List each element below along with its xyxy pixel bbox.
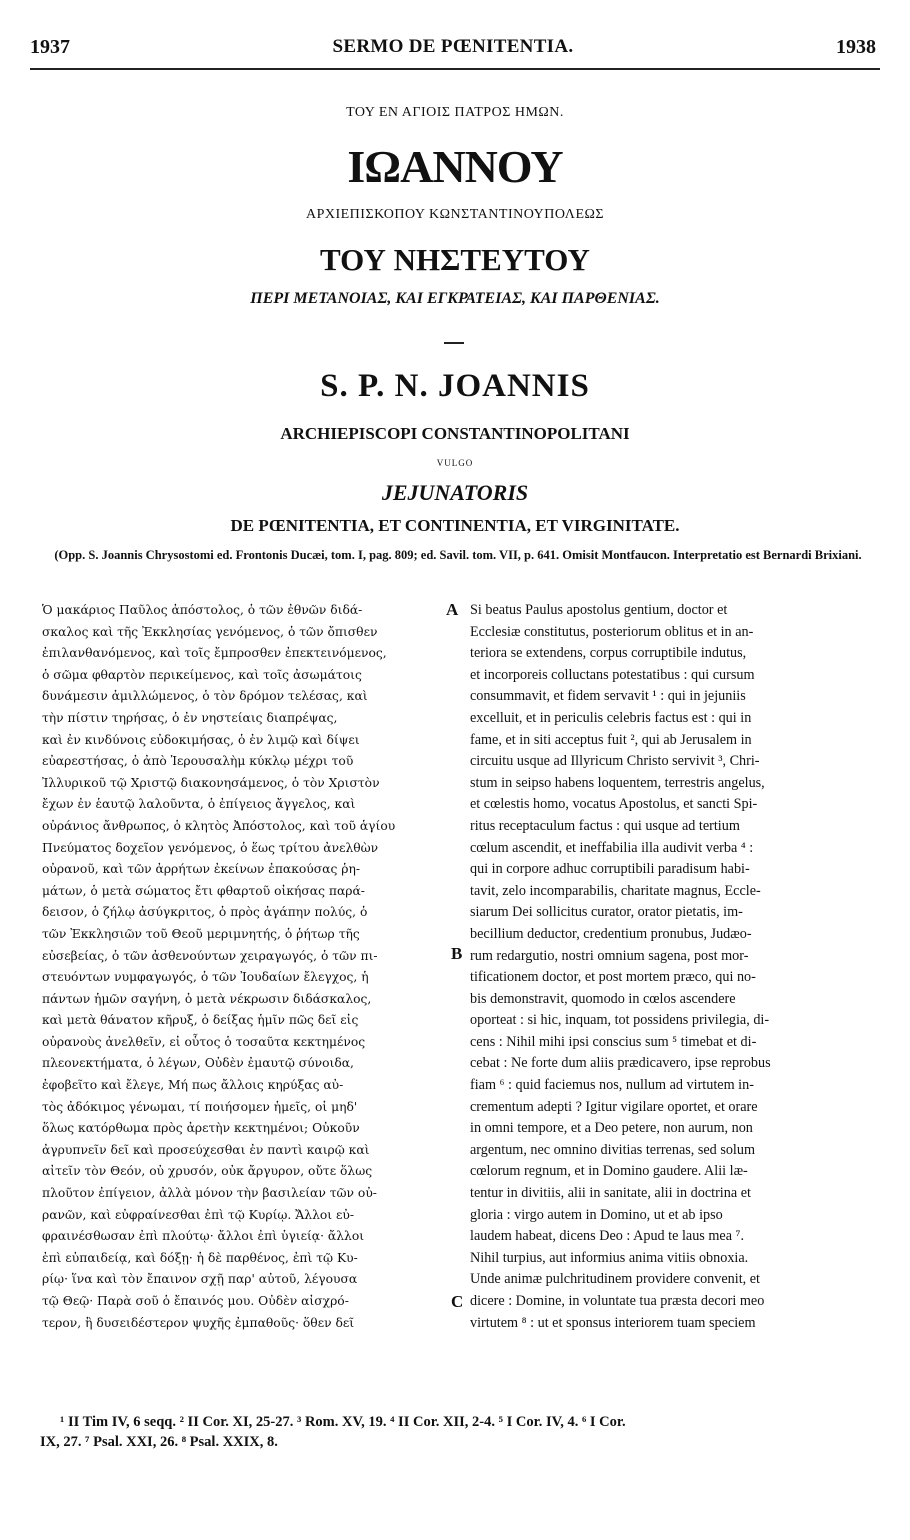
greek-text-line: Ὁ μακάριος Παῦλος ἀπόστολος, ὁ τῶν ἐθνῶν διδά- bbox=[42, 603, 363, 617]
greek-text-line: τὴν πίστιν τηρήσας, ὁ ἐν νηστείαις διαπρέψας, bbox=[42, 710, 338, 725]
latin-text-column bbox=[470, 600, 880, 1415]
greek-text-line: καὶ μετὰ θάνατον κῆρυξ, ὁ δείξας ἡμῖν πῶς δεῖ εἰς bbox=[42, 1013, 359, 1028]
latin-heading-subtitle: DE PŒNITENTIA, ET CONTINENTIA, ET VIRGINITATE. bbox=[230, 516, 680, 535]
latin-text-line: tentur in divitiis, alii in sanitate, alii in doctrina et bbox=[470, 1185, 751, 1202]
footnotes bbox=[40, 1412, 880, 1452]
latin-text-line: et cœlestis homo, vocatus Apostolus, et sancti Spi- bbox=[470, 796, 758, 813]
page-number-right: 1938 bbox=[836, 36, 876, 58]
latin-text-line: becillium deductor, credentium pronubus, Judæo- bbox=[470, 925, 752, 942]
latin-text-line: rum redargutio, nostri omnium sagena, post mor- bbox=[470, 947, 749, 964]
greek-text-line: τὸς ἀδόκιμος γένωμαι, τί ποιήσομεν ἡμεῖς, οἱ μηδ' bbox=[42, 1099, 358, 1114]
header-rule bbox=[30, 68, 880, 70]
latin-text-line: oporteat : si hic, inquam, tot possidens privilegia, di- bbox=[470, 1012, 770, 1029]
greek-text-line: ρίῳ· ἵνα καὶ τὸν ἔπαινον σχῇ παρ' αὐτοῦ, λέγουσα bbox=[42, 1272, 358, 1287]
greek-text-column bbox=[42, 600, 442, 1415]
greek-text-line: Ἰλλυρικοῦ τῷ Χριστῷ διακονησάμενος, ὁ τὸν Χριστὸν bbox=[42, 775, 380, 790]
greek-text-line: ἐπὶ εὐπαιδείᾳ, καὶ δόξῃ· ἡ δὲ παρθένος, ἐπὶ τῷ Κυ- bbox=[42, 1250, 358, 1265]
latin-text-line: fame, et in siti acceptus fuit ², qui ab Jerusalem in bbox=[470, 731, 752, 748]
latin-text-line: tavit, zelo incomparabilis, charitate magnus, Eccle- bbox=[470, 882, 761, 899]
greek-heading-line1: ΤΟΥ ΕΝ ΑΓΙΟΙΣ ΠΑΤΡΟΣ ΗΜΩΝ. bbox=[346, 105, 564, 120]
greek-text-line: τερον, ἢ δυσειδέστερον ψυχῆς ἐμπαθοῦς· ὅθεν δεῖ bbox=[42, 1315, 355, 1330]
latin-text-line: circuitu usque ad Illyricum Christo servivit ³, Chri- bbox=[470, 753, 760, 770]
greek-text-line: καὶ ἐν κινδύνοις εὐδοκιμήσας, ὁ ἐν λιμῷ καὶ δίψει bbox=[42, 732, 360, 747]
greek-text-line: φραινέσθωσαν ἐπὶ πλούτῳ· ἄλλοι ἐπὶ ὑγιείᾳ· ἄλλοι bbox=[42, 1229, 365, 1244]
latin-text-line: Unde animæ pulchritudinem providere convenit, et bbox=[470, 1271, 760, 1288]
greek-text-line: τῶν Ἐκκλησιῶν τοῦ Θεοῦ μεριμνητής, ὁ ῥήτωρ τῆς bbox=[42, 926, 360, 941]
latin-text-line: stum in seipso habens loquentem, terrestris angelus, bbox=[470, 774, 765, 791]
latin-text-line: Si beatus Paulus apostolus gentium, doctor et bbox=[470, 602, 728, 618]
greek-text-line: τῷ Θεῷ· Παρὰ σοῦ ὁ ἔπαινός μου. Οὐδὲν αἰσχρό- bbox=[42, 1294, 349, 1308]
latin-text-line: bis demonstravit, quomodo in cœlos ascendere bbox=[470, 990, 736, 1007]
greek-heading-subtitle: ΠΕΡΙ ΜΕΤΑΝΟΙΑΣ, ΚΑΙ ΕΓΚΡΑΤΕΙΑΣ, ΚΑΙ ΠΑΡΘΕΝΙΑΣ. bbox=[250, 290, 660, 307]
latin-text-line: qui in corpore adhuc corruptibili paradisum habi- bbox=[470, 861, 750, 878]
greek-text-line: σκαλος καὶ τῆς Ἐκκλησίας γενόμενος, ὁ τῶν ὄπισθεν bbox=[42, 624, 378, 639]
greek-text-line: οὐράνιος ἄνθρωπος, ὁ κλητὸς Ἀπόστολος, καὶ τοῦ ἁγίου bbox=[42, 818, 396, 833]
greek-text-line: ἔχων ἐν ἑαυτῷ λαλοῦντα, ὁ ἐπίγειος ἄγγελος, καὶ bbox=[42, 797, 356, 812]
greek-text-line: οὐρανοὺς ἀνελθεῖν, εἰ οὗτος ὁ τοσαῦτα κεκτημένος bbox=[42, 1034, 366, 1049]
greek-text-line: εὐσεβείας, ὁ τῶν ἀσθενούντων χειραγωγός, ὁ τῶν πι- bbox=[42, 948, 378, 963]
greek-text-line: εὐαρεστήσας, ὁ ἀπὸ Ἱερουσαλὴμ κύκλῳ μέχρι τοῦ bbox=[42, 754, 354, 769]
greek-text-line: μάτων, ὁ μετὰ σώματος ἔτι φθαρτοῦ οἰκήσας παρά- bbox=[42, 883, 365, 898]
greek-heading-line4: ΤΟΥ ΝΗΣΤΕΥΤΟΥ bbox=[320, 242, 590, 277]
section-divider bbox=[444, 342, 464, 344]
greek-text-line: δεισον, ὁ ζήλῳ ἀσύγκριτος, ὁ πρὸς ἀγάπην πολύς, ὁ bbox=[42, 905, 368, 920]
greek-text-line: στευόντων νυμφαγωγός, ὁ τῶν Ἰουδαίων ἔλεγχος, ἡ bbox=[42, 970, 369, 985]
greek-text-line: πλοῦτον ἐπίγειον, ἀλλὰ μόνον τὴν βασιλείαν τῶν οὐ- bbox=[42, 1186, 377, 1201]
latin-text-line: dicere : Domine, in voluntate tua præsta decori meo bbox=[470, 1293, 765, 1309]
latin-text-line: cœlum ascendit, et ineffabilia illa audivit verba ⁴ : bbox=[470, 839, 754, 856]
greek-text-line: ὁ σῶμα φθαρτὸν περικείμενος, καὶ τοῖς ἀσωμάτοις bbox=[42, 667, 362, 682]
latin-text-line: crementum adepti ? Igitur vigilare oportet, et orare bbox=[470, 1098, 758, 1115]
greek-heading-name: ΙΩΑΝΝΟΥ bbox=[347, 141, 563, 192]
greek-text-line: ρανῶν, καὶ εὐφραίνεσθαι ἐπὶ τῷ Κυρίῳ. Ἄλλοι εὐ- bbox=[42, 1207, 354, 1222]
margin-marker-a: A bbox=[446, 600, 459, 619]
greek-text-line: ἐπιλανθανόμενος, καὶ τοῖς ἔμπροσθεν ἐπεκτεινόμενος, bbox=[42, 646, 387, 661]
latin-text-line: siarum Dei sollicitus curator, orator pietatis, im- bbox=[470, 904, 743, 921]
greek-text-line: ὅλως κατόρθωμα πρὸς ἀρετὴν κεκτημένοι; Οὐκοῦν bbox=[42, 1121, 360, 1136]
greek-text-line: πάντων ἡμῶν σαγήνη, ὁ μετὰ νέκρωσιν διδάσκαλος, bbox=[42, 991, 372, 1006]
latin-text-line: laudem habeat, dicens Deo : Apud te laus mea ⁷. bbox=[470, 1228, 745, 1245]
latin-text-line: cens : Nihil mihi ipsi conscius sum ⁵ timebat et di- bbox=[470, 1033, 757, 1050]
latin-heading-line2: ARCHIEPISCOPI CONSTANTINOPOLITANI bbox=[280, 424, 630, 443]
latin-text-line: teriora se extendens, corpus corruptibile indutus, bbox=[470, 645, 747, 662]
greek-text-line: ἐφοβεῖτο καὶ ἔλεγε, Μή πως ἄλλοις κηρύξας αὐ- bbox=[42, 1078, 344, 1093]
footnote-line: IX, 27. ⁷ Psal. XXI, 26. ⁸ Psal. XXIX, 8. bbox=[40, 1434, 278, 1450]
greek-text-line: αἰτεῖν τὸν Θεόν, οὐ χρυσόν, οὐκ ἄργυρον, οὔτε ὅλως bbox=[42, 1164, 373, 1179]
latin-text-line: fiam ⁶ : quid faciemus nos, nullum ad virtutem in- bbox=[470, 1077, 754, 1094]
latin-text-line: excelluit, et in periculis celebris factus est : qui in bbox=[470, 709, 752, 726]
margin-marker-b: B bbox=[451, 944, 463, 963]
latin-text-line: Nihil turpius, aut informius anima vitiis obnoxia. bbox=[470, 1249, 749, 1266]
latin-text-line: gloria : virgo autem in Domino, ut et ab ipso bbox=[470, 1206, 723, 1223]
latin-text-line: in omni tempore, et a Deo petere, non aurum, non bbox=[470, 1120, 753, 1137]
source-note: (Opp. S. Joannis Chrysostomi ed. Frontonis Ducæi, tom. I, pag. 809; ed. Savil. tom. VII, p. 641. Omisit Montfaucon. Interpretatio est Bernardi Brixiani. bbox=[54, 548, 862, 562]
latin-text-line: Ecclesiæ constitutus, posteriorum oblitus et in an- bbox=[470, 623, 754, 640]
greek-heading-line3: ΑΡΧΙΕΠΙΣΚΟΠΟΥ ΚΩΝΣΤΑΝΤΙΝΟΥΠΟΛΕΩΣ bbox=[305, 207, 605, 222]
running-head bbox=[30, 36, 876, 62]
latin-text-line: et incorporeis colluctans potestatibus : qui cursum bbox=[470, 666, 755, 683]
latin-text-line: cœlorum regnum, et in Domino gaudere. Alii læ- bbox=[470, 1163, 748, 1180]
page-number-left: 1937 bbox=[30, 36, 70, 58]
latin-text-line: cebat : Ne forte dum aliis prædicavero, ipse reprobus bbox=[470, 1055, 771, 1072]
latin-text-line: virtutem ⁸ : ut et sponsus interiorem tuam speciem bbox=[470, 1314, 756, 1331]
greek-text-line: ἀγρυπνεῖν δεῖ καὶ προσεύχεσθαι ἐν παντὶ καιρῷ καὶ bbox=[42, 1142, 370, 1157]
footnote-line: ¹ II Tim IV, 6 seqq. ² II Cor. XI, 25-27. ³ Rom. XV, 19. ⁴ II Cor. XII, 2-4. ⁵ I Cor. IV, 4. ⁶ I Cor. bbox=[60, 1414, 626, 1430]
latin-text-line: argentum, nec omnino divitias terrenas, sed solum bbox=[470, 1141, 756, 1158]
greek-text-line: πλεονεκτήματα, ὁ λέγων, Οὐδὲν ἐμαυτῷ σύνοιδα, bbox=[42, 1056, 354, 1071]
running-title: SERMO DE PŒNITENTIA. bbox=[332, 36, 574, 57]
latin-heading-line4: JEJUNATORIS bbox=[381, 480, 529, 505]
greek-text-line: Πνεύματος δοχεῖον γενόμενος, ὁ ἕως τρίτου ἀνελθὼν bbox=[42, 840, 379, 855]
latin-text-line: consummavit, et fidem servavit ¹ : qui in jejuniis bbox=[470, 688, 746, 705]
latin-text-line: tificationem doctor, et post mortem præco, qui no- bbox=[470, 969, 756, 986]
greek-text-line: οὐρανοῦ, καὶ τῶν ἀρρήτων ἐκείνων ἐπακούσας ῥη- bbox=[42, 862, 361, 877]
latin-heading-line3: VULGO bbox=[436, 458, 474, 468]
latin-text-line: ritus receptaculum factus : qui usque ad tertium bbox=[470, 817, 740, 834]
latin-heading-name: S. P. N. JOANNIS bbox=[320, 368, 590, 404]
margin-marker-c: C bbox=[451, 1292, 464, 1311]
greek-text-line: δυνάμεσιν ἁμιλλώμενος, ὁ τὸν δρόμον τελέσας, καὶ bbox=[42, 689, 368, 704]
